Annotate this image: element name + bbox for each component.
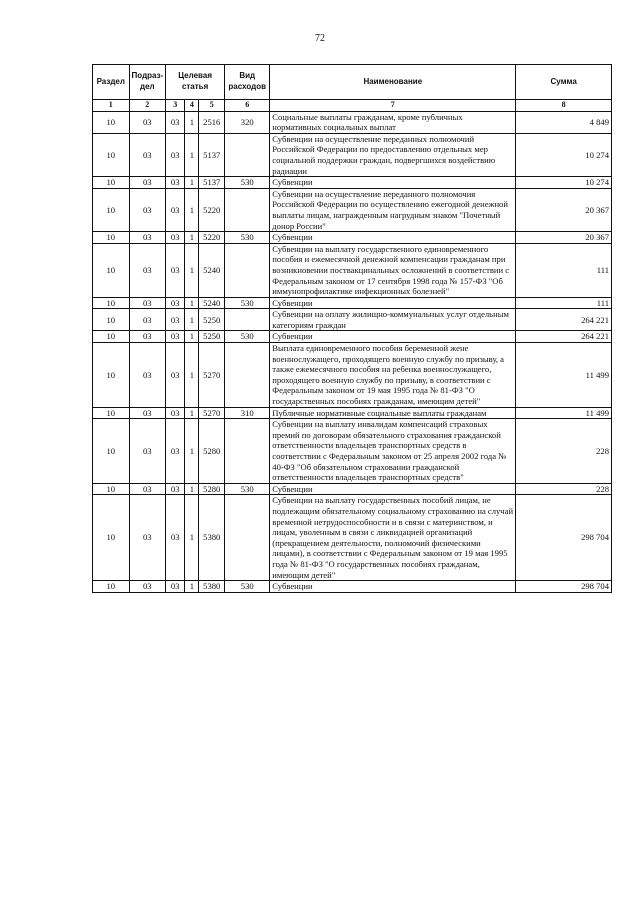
table-row: [93, 581, 612, 593]
header-summa: Сумма: [516, 65, 612, 100]
table-row: [93, 343, 612, 408]
cell-podrazdel: 03: [129, 309, 166, 331]
cell-vid-raskhodov: 530: [225, 297, 270, 309]
cell-tselevaya-3: 5250: [199, 309, 225, 331]
cell-tselevaya-1: 03: [166, 309, 185, 331]
cell-summa: 228: [516, 419, 612, 484]
cell-tselevaya-2: 1: [185, 297, 199, 309]
cell-vid-raskhodov: 530: [225, 483, 270, 495]
cell-naimenovanie: Выплата единовременного пособия беременной жене военнослужащего, проходящего военную службу по призыву, а также ежемесячного пособия на ребенка военнослужащего, проходящего военную службу по призыву, в соответствии с Федеральным законом от 19 мая 1995 года № 81-ФЗ "О государственных пособиях гражданам, имеющим детей": [270, 343, 516, 408]
cell-tselevaya-1: 03: [166, 232, 185, 244]
cell-tselevaya-1: 03: [166, 297, 185, 309]
cell-summa: 298 704: [516, 495, 612, 581]
cell-razdel: 10: [93, 581, 130, 593]
table-row: [93, 419, 612, 484]
cell-tselevaya-2: 1: [185, 407, 199, 419]
cell-tselevaya-3: 5220: [199, 232, 225, 244]
cell-naimenovanie: Субвенции на выплату инвалидам компенсаций страховых премий по договорам обязательного страхования гражданской ответственности владельцев транспортных средств в соответствии с Федеральным законом от 25 апреля 2002 года № 40-ФЗ "Об обязательном страховании гражданской ответственности владельцев транспортных средств": [270, 419, 516, 484]
column-number-8: 8: [516, 100, 612, 112]
cell-tselevaya-3: 5240: [199, 243, 225, 297]
cell-podrazdel: 03: [129, 111, 166, 133]
cell-razdel: 10: [93, 309, 130, 331]
cell-tselevaya-2: 1: [185, 343, 199, 408]
cell-naimenovanie: Субвенции: [270, 177, 516, 189]
cell-tselevaya-1: 03: [166, 483, 185, 495]
cell-tselevaya-2: 1: [185, 232, 199, 244]
header-tselevaya-statya: Целевая статья: [166, 65, 225, 100]
column-number-4: 4: [185, 100, 199, 112]
cell-vid-raskhodov: [225, 309, 270, 331]
cell-tselevaya-2: 1: [185, 111, 199, 133]
column-number-2: 2: [129, 100, 166, 112]
cell-tselevaya-3: 5280: [199, 483, 225, 495]
page-number: 72: [315, 33, 325, 44]
cell-vid-raskhodov: [225, 419, 270, 484]
cell-vid-raskhodov: 310: [225, 407, 270, 419]
cell-podrazdel: 03: [129, 177, 166, 189]
cell-naimenovanie: Субвенции: [270, 331, 516, 343]
cell-tselevaya-3: 5380: [199, 495, 225, 581]
cell-naimenovanie: Публичные нормативные социальные выплаты гражданам: [270, 407, 516, 419]
table-row: [93, 111, 612, 133]
cell-naimenovanie: Субвенции на оплату жилищно-коммунальных услуг отдельным категориям граждан: [270, 309, 516, 331]
cell-podrazdel: 03: [129, 483, 166, 495]
cell-vid-raskhodov: 530: [225, 177, 270, 189]
cell-naimenovanie: Субвенции: [270, 581, 516, 593]
cell-summa: 4 849: [516, 111, 612, 133]
cell-summa: 11 499: [516, 407, 612, 419]
cell-tselevaya-1: 03: [166, 407, 185, 419]
cell-vid-raskhodov: [225, 343, 270, 408]
cell-naimenovanie: Субвенции на осуществление переданных полномочий Российской Федерации по предоставлению отдельных мер социальной поддержки граждан, подвергшихся воздействию радиации: [270, 133, 516, 176]
cell-tselevaya-3: 5270: [199, 407, 225, 419]
cell-tselevaya-2: 1: [185, 309, 199, 331]
cell-tselevaya-3: 5380: [199, 581, 225, 593]
cell-tselevaya-1: 03: [166, 343, 185, 408]
cell-tselevaya-2: 1: [185, 581, 199, 593]
table-row: [93, 309, 612, 331]
table-row: [93, 495, 612, 581]
cell-tselevaya-1: 03: [166, 177, 185, 189]
cell-razdel: 10: [93, 419, 130, 484]
cell-vid-raskhodov: 530: [225, 331, 270, 343]
cell-razdel: 10: [93, 188, 130, 231]
cell-summa: 264 221: [516, 309, 612, 331]
cell-razdel: 10: [93, 177, 130, 189]
cell-podrazdel: 03: [129, 188, 166, 231]
cell-tselevaya-1: 03: [166, 133, 185, 176]
header-naimenovanie: Наименование: [270, 65, 516, 100]
cell-tselevaya-3: 5270: [199, 343, 225, 408]
cell-summa: 111: [516, 297, 612, 309]
table-row: [93, 297, 612, 309]
cell-tselevaya-1: 03: [166, 243, 185, 297]
column-number-row: [93, 100, 612, 112]
cell-razdel: 10: [93, 483, 130, 495]
cell-razdel: 10: [93, 495, 130, 581]
cell-podrazdel: 03: [129, 297, 166, 309]
budget-table: [92, 64, 612, 593]
column-number-3: 3: [166, 100, 185, 112]
cell-tselevaya-3: 5137: [199, 177, 225, 189]
cell-vid-raskhodov: 530: [225, 232, 270, 244]
cell-naimenovanie: Субвенции на осуществление переданного полномочия Российской Федерации по осуществлению ежегодной денежной выплаты лицам, награжденным нагрудным знаком "Почетный донор России": [270, 188, 516, 231]
cell-summa: 111: [516, 243, 612, 297]
cell-razdel: 10: [93, 331, 130, 343]
cell-podrazdel: 03: [129, 133, 166, 176]
table-row: [93, 243, 612, 297]
table-row: [93, 407, 612, 419]
table-row: [93, 188, 612, 231]
table-row: [93, 232, 612, 244]
cell-vid-raskhodov: [225, 133, 270, 176]
cell-razdel: 10: [93, 232, 130, 244]
cell-razdel: 10: [93, 343, 130, 408]
cell-tselevaya-3: 5250: [199, 331, 225, 343]
cell-razdel: 10: [93, 297, 130, 309]
cell-tselevaya-3: 2516: [199, 111, 225, 133]
cell-podrazdel: 03: [129, 581, 166, 593]
cell-summa: 11 499: [516, 343, 612, 408]
cell-naimenovanie: Субвенции: [270, 232, 516, 244]
cell-podrazdel: 03: [129, 407, 166, 419]
cell-tselevaya-1: 03: [166, 331, 185, 343]
cell-podrazdel: 03: [129, 243, 166, 297]
cell-vid-raskhodov: 320: [225, 111, 270, 133]
cell-podrazdel: 03: [129, 232, 166, 244]
header-vid-raskhodov: Вид расходов: [225, 65, 270, 100]
cell-razdel: 10: [93, 407, 130, 419]
cell-vid-raskhodov: [225, 495, 270, 581]
cell-summa: 228: [516, 483, 612, 495]
table-row: [93, 483, 612, 495]
cell-podrazdel: 03: [129, 331, 166, 343]
cell-tselevaya-3: 5240: [199, 297, 225, 309]
cell-summa: 298 704: [516, 581, 612, 593]
column-number-1: 1: [93, 100, 130, 112]
cell-razdel: 10: [93, 133, 130, 176]
table-row: [93, 331, 612, 343]
cell-vid-raskhodov: 530: [225, 581, 270, 593]
header-row: [93, 65, 612, 100]
header-razdel: Раздел: [93, 65, 130, 100]
cell-tselevaya-2: 1: [185, 483, 199, 495]
cell-naimenovanie: Субвенции на выплату государственного единовременного пособия и ежемесячной денежной компенсации гражданам при возникновении поствакцинальных осложнений в соответствии с Федеральным законом от 17 сентября 1998 года № 157-ФЗ "Об иммунопрофилактике инфекционных болезней": [270, 243, 516, 297]
cell-naimenovanie: Субвенции на выплату государственных пособий лицам, не подлежащим обязательному социальному страхованию на случай временной нетрудоспособности и в связи с материнством, и лицам, уволенным в связи с ликвидацией организаций (прекращением деятельности, полномочий физическими лицами), в соответствии с Федеральным законом от 19 мая 1995 года № 81-ФЗ "О государственных пособиях гражданам, имеющим детей": [270, 495, 516, 581]
cell-tselevaya-3: 5137: [199, 133, 225, 176]
table-body: [93, 111, 612, 592]
cell-tselevaya-3: 5220: [199, 188, 225, 231]
cell-podrazdel: 03: [129, 343, 166, 408]
table-row: [93, 177, 612, 189]
table-row: [93, 133, 612, 176]
cell-summa: 20 367: [516, 232, 612, 244]
column-number-5: 5: [199, 100, 225, 112]
cell-tselevaya-1: 03: [166, 419, 185, 484]
cell-tselevaya-1: 03: [166, 495, 185, 581]
cell-naimenovanie: Субвенции: [270, 297, 516, 309]
cell-podrazdel: 03: [129, 419, 166, 484]
cell-tselevaya-2: 1: [185, 177, 199, 189]
cell-tselevaya-2: 1: [185, 419, 199, 484]
cell-tselevaya-2: 1: [185, 331, 199, 343]
cell-podrazdel: 03: [129, 495, 166, 581]
cell-summa: 10 274: [516, 133, 612, 176]
cell-vid-raskhodov: [225, 188, 270, 231]
column-number-6: 6: [225, 100, 270, 112]
cell-tselevaya-2: 1: [185, 243, 199, 297]
cell-tselevaya-2: 1: [185, 188, 199, 231]
column-number-7: 7: [270, 100, 516, 112]
cell-naimenovanie: Социальные выплаты гражданам, кроме публичных нормативных социальных выплат: [270, 111, 516, 133]
cell-tselevaya-1: 03: [166, 188, 185, 231]
cell-razdel: 10: [93, 111, 130, 133]
cell-razdel: 10: [93, 243, 130, 297]
cell-summa: 264 221: [516, 331, 612, 343]
cell-tselevaya-2: 1: [185, 495, 199, 581]
cell-naimenovanie: Субвенции: [270, 483, 516, 495]
cell-tselevaya-3: 5280: [199, 419, 225, 484]
header-podrazdel: Подраз-дел: [129, 65, 166, 100]
cell-tselevaya-1: 03: [166, 111, 185, 133]
cell-summa: 10 274: [516, 177, 612, 189]
cell-tselevaya-1: 03: [166, 581, 185, 593]
cell-summa: 20 367: [516, 188, 612, 231]
cell-tselevaya-2: 1: [185, 133, 199, 176]
cell-vid-raskhodov: [225, 243, 270, 297]
